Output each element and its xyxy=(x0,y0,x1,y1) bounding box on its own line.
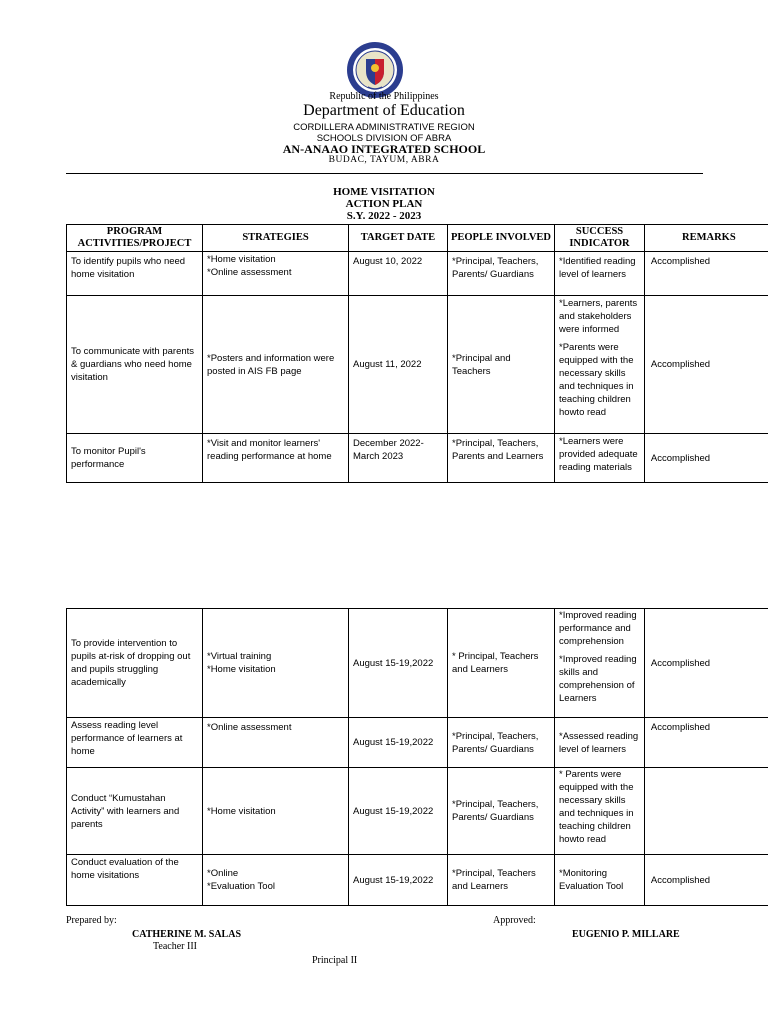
region-text: CORDILLERA ADMINISTRATIVE REGION xyxy=(293,122,475,133)
prepared-by-label: Prepared by: xyxy=(66,915,117,926)
cell-date: August 15-19,2022 xyxy=(349,768,448,855)
cell-people: *Principal, Teachers, Parents and Learners xyxy=(448,434,555,483)
cell-activity: Conduct evaluation of the home visitations xyxy=(67,855,203,906)
cell-strategies: *Virtual training *Home visitation xyxy=(203,609,349,718)
table-row xyxy=(67,609,768,718)
cell-activity: To communicate with parents & guardians who need home visitation xyxy=(67,296,203,434)
doc-title-line1: HOME VISITATION xyxy=(333,186,435,198)
table-row xyxy=(67,296,768,434)
department-title: Department of Education xyxy=(303,102,465,119)
header-remarks: REMARKS xyxy=(645,225,768,252)
table-row xyxy=(67,855,768,906)
table-row xyxy=(67,252,768,296)
cell-strategies: *Home visitation *Online assessment xyxy=(203,252,349,296)
cell-remarks: Accomplished xyxy=(645,434,768,483)
cell-remarks: Accomplished xyxy=(645,855,768,906)
cell-activity: To monitor Pupil's performance xyxy=(67,434,203,483)
cell-date: August 15-19,2022 xyxy=(349,718,448,768)
cell-strategies: *Online assessment xyxy=(203,718,349,768)
cell-indicator: *Learners, parents and stakeholders were informed *Parents were equipped with the necessary skills and techniques in teaching children howto read xyxy=(555,296,645,434)
approved-by-title: Principal II xyxy=(312,955,358,966)
cell-indicator: * Parents were equipped with the necessary skills and techniques in teaching children howto read xyxy=(555,768,645,855)
header-activities: PROGRAM ACTIVITIES/PROJECT xyxy=(67,225,203,252)
cell-people: * Principal, Teachers and Learners xyxy=(448,609,555,718)
cell-people: *Principal, Teachers, Parents/ Guardians xyxy=(448,252,555,296)
cell-indicator: *Assessed reading level of learners xyxy=(555,718,645,768)
action-plan-table xyxy=(66,224,768,483)
cell-indicator: *Improved reading performance and comprehension *Improved reading skills and comprehension of Learners xyxy=(555,609,645,718)
cell-remarks: Accomplished xyxy=(645,252,768,296)
cell-date: August 10, 2022 xyxy=(349,252,448,296)
cell-date: August 11, 2022 xyxy=(349,296,448,434)
table-row xyxy=(67,434,768,483)
table-row xyxy=(67,768,768,855)
action-plan-table-continued xyxy=(66,608,768,906)
approved-by-name: EUGENIO P. MILLARE xyxy=(572,929,680,940)
doc-title-line2: ACTION PLAN xyxy=(345,198,423,210)
doc-title-line3: S.Y. 2022 - 2023 xyxy=(346,210,422,222)
header-strategies: STRATEGIES xyxy=(203,225,349,252)
cell-remarks: Accomplished xyxy=(645,609,768,718)
school-name: AN-ANAAO INTEGRATED SCHOOL xyxy=(282,142,486,156)
header-target-date: TARGET DATE xyxy=(349,225,448,252)
cell-strategies: *Posters and information were posted in AIS FB page xyxy=(203,296,349,434)
approved-label: Approved: xyxy=(493,915,536,926)
cell-activity: To provide intervention to pupils at-risk of dropping out and pupils struggling academically xyxy=(67,609,203,718)
school-address: BUDAC, TAYUM, ABRA xyxy=(328,155,440,165)
cell-indicator: *Identified reading level of learners xyxy=(555,252,645,296)
prepared-by-title: Teacher III xyxy=(153,941,197,952)
cell-people: *Principal, Teachers, Parents/ Guardians xyxy=(448,718,555,768)
cell-people: *Principal, Teachers and Learners xyxy=(448,855,555,906)
table-row xyxy=(67,718,768,768)
cell-date: August 15-19,2022 xyxy=(349,609,448,718)
header-divider xyxy=(66,173,703,174)
cell-people: *Principal and Teachers xyxy=(448,296,555,434)
cell-indicator: *Learners were provided adequate reading materials xyxy=(555,434,645,483)
cell-strategies: *Online *Evaluation Tool xyxy=(203,855,349,906)
header-people: PEOPLE INVOLVED xyxy=(448,225,555,252)
republic-text: Republic of the Philippines xyxy=(329,91,439,102)
cell-activity: Conduct “Kumustahan Activity” with learners and parents xyxy=(67,768,203,855)
cell-activity: To identify pupils who need home visitation xyxy=(67,252,203,296)
header-indicator: SUCCESS INDICATOR xyxy=(555,225,645,252)
cell-indicator: *Monitoring Evaluation Tool xyxy=(555,855,645,906)
prepared-by-name: CATHERINE M. SALAS xyxy=(132,929,241,940)
cell-remarks: Accomplished xyxy=(645,718,768,768)
cell-strategies: *Home visitation xyxy=(203,768,349,855)
division-text: SCHOOLS DIVISION OF ABRA xyxy=(316,133,452,144)
cell-strategies: *Visit and monitor learners' reading performance at home xyxy=(203,434,349,483)
table-header-row xyxy=(67,225,768,252)
cell-remarks: Accomplished xyxy=(645,296,768,434)
cell-activity: Assess reading level performance of learners at home xyxy=(67,718,203,768)
cell-date: August 15-19,2022 xyxy=(349,855,448,906)
cell-people: *Principal, Teachers, Parents/ Guardians xyxy=(448,768,555,855)
cell-remarks xyxy=(645,768,768,855)
cell-date: December 2022-March 2023 xyxy=(349,434,448,483)
